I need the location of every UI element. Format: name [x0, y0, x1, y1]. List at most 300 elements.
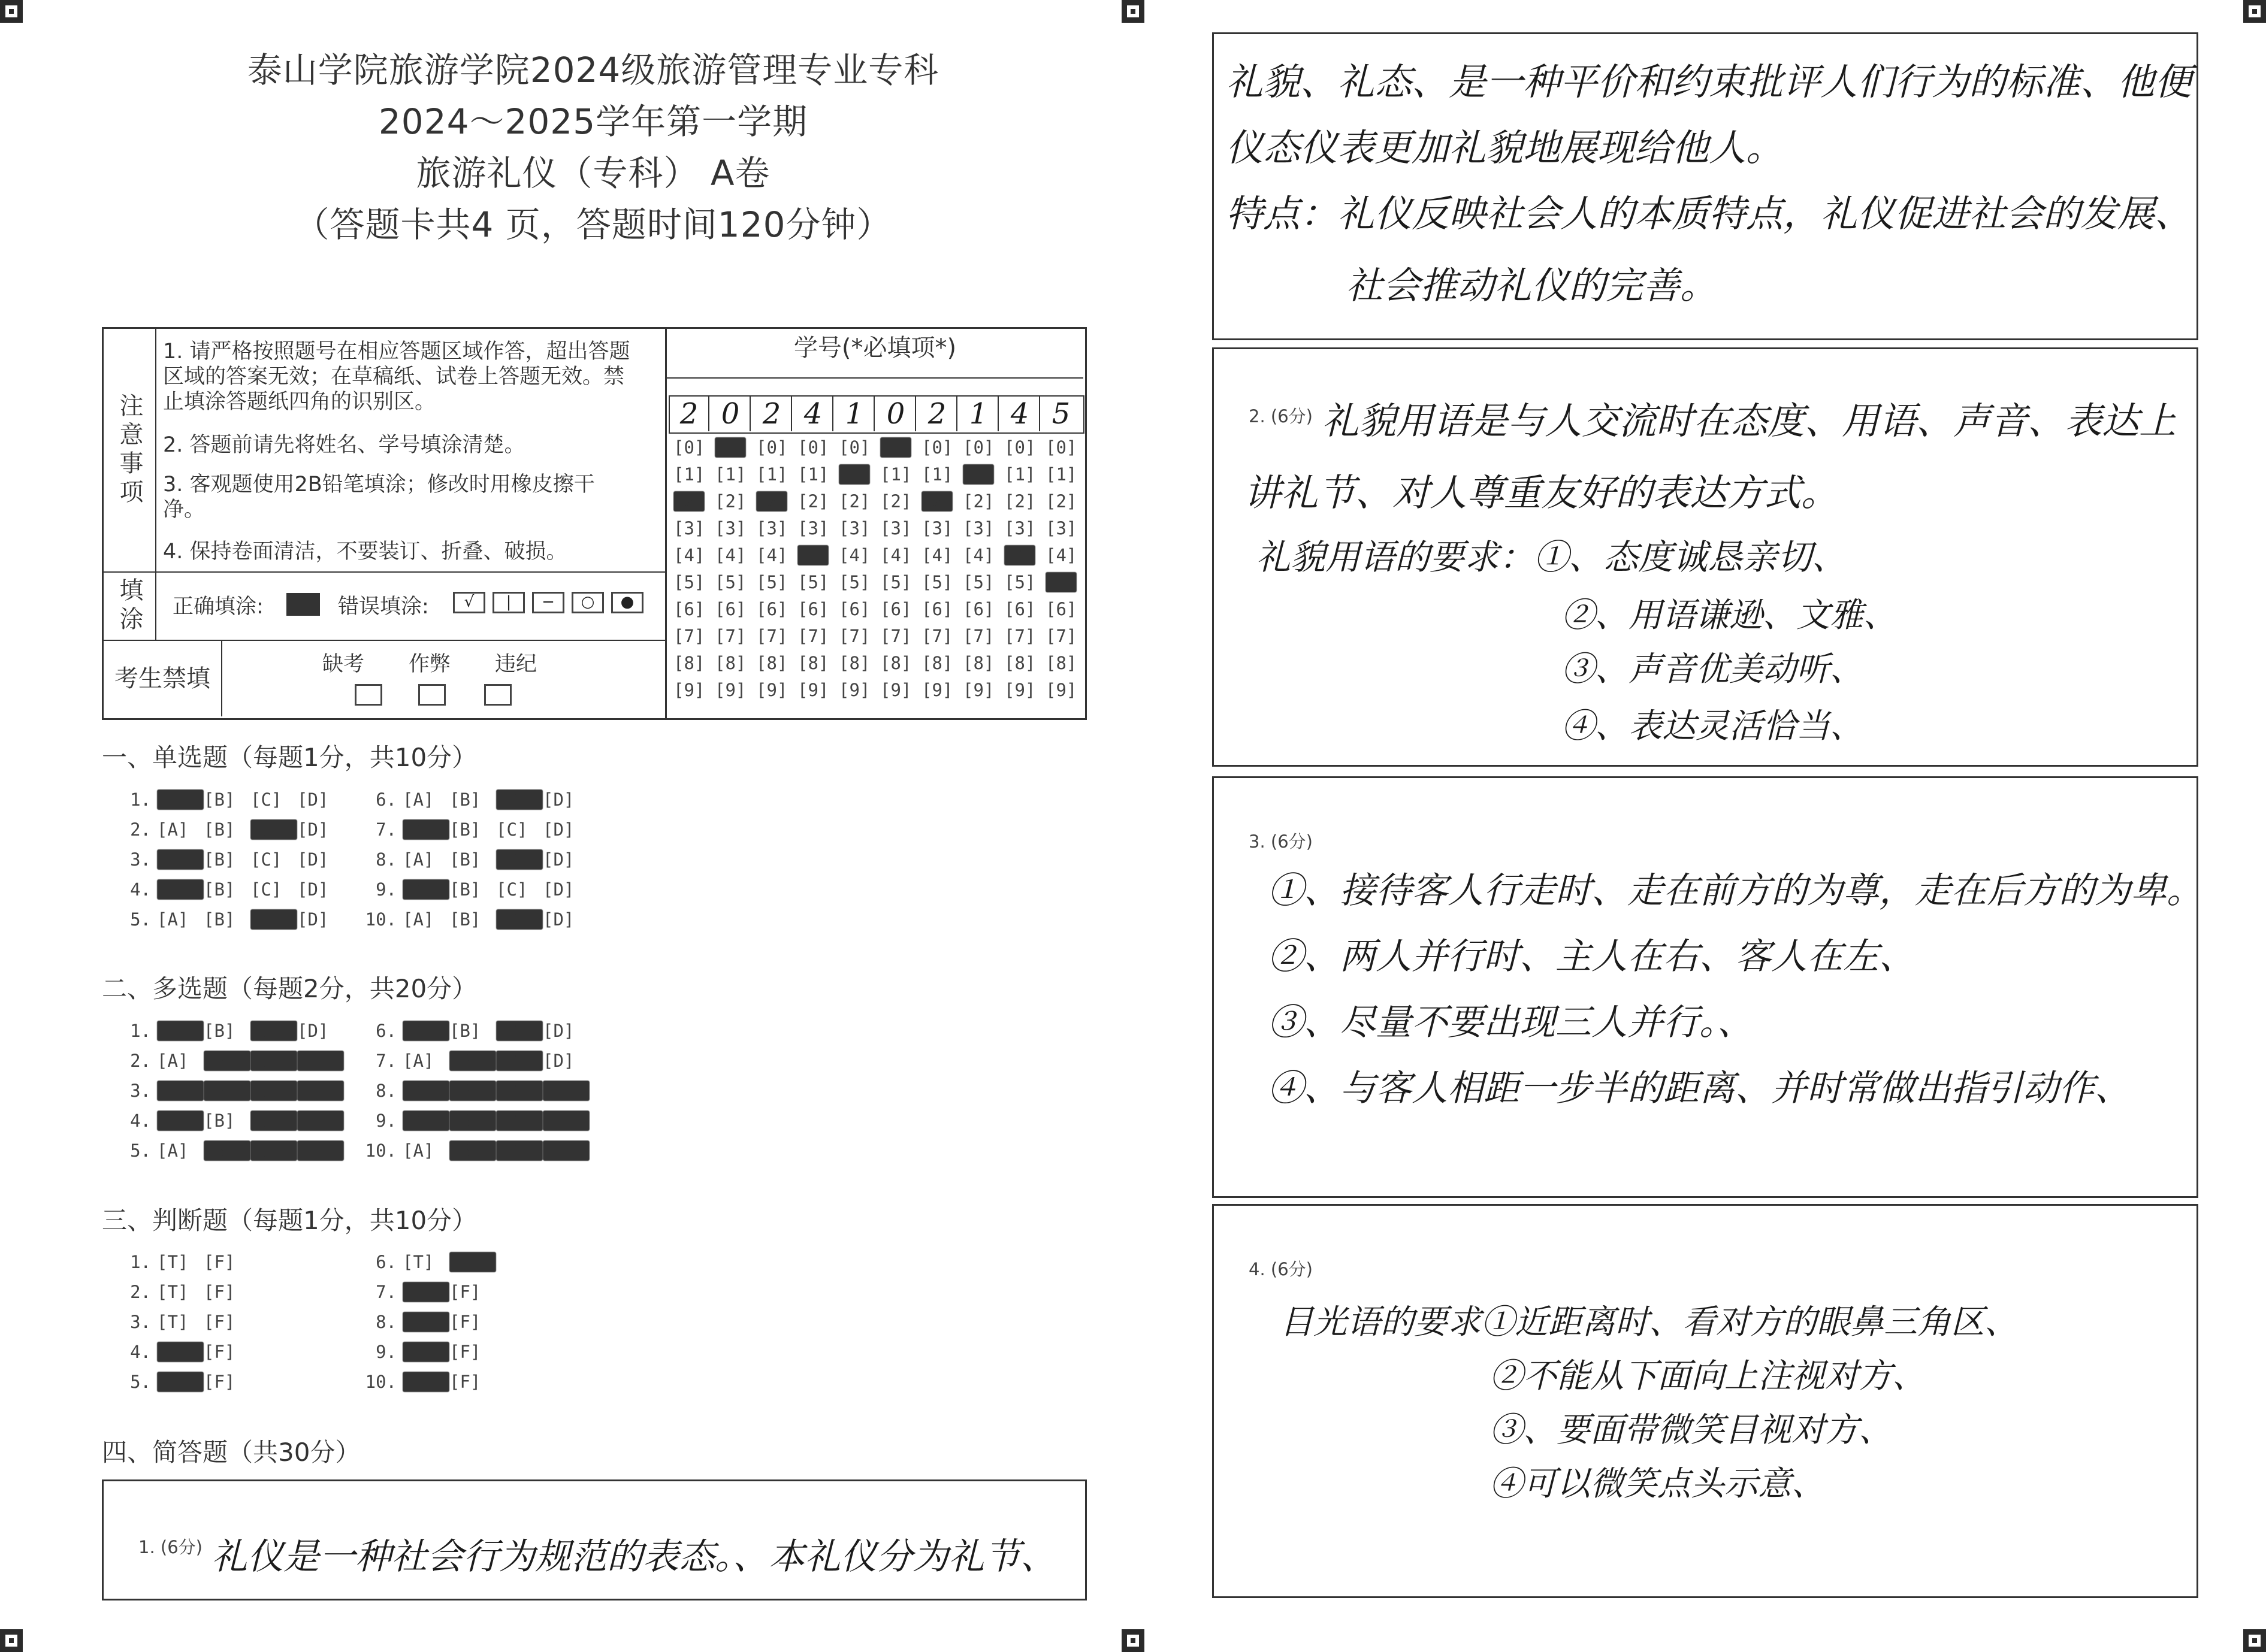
question-row[interactable]	[157, 909, 344, 930]
option-bubble[interactable]: [T]	[157, 1372, 204, 1392]
option-bubble[interactable]: [T]	[403, 1282, 449, 1302]
id-bubble[interactable]: [1]	[839, 464, 871, 485]
option-bubble[interactable]: [D]	[543, 1021, 575, 1041]
id-bubble[interactable]: [1]	[963, 464, 995, 485]
question-row[interactable]	[403, 1140, 590, 1161]
option-bubble[interactable]: [F]	[204, 1282, 235, 1302]
option-bubble[interactable]: [B]	[449, 849, 481, 870]
id-bubble[interactable]: [7]	[673, 626, 705, 646]
option-bubble[interactable]: [A]	[403, 909, 434, 930]
option-bubble[interactable]: [B]	[204, 879, 235, 900]
id-bubble[interactable]: [6]	[1046, 599, 1077, 619]
option-bubble[interactable]: [B]	[204, 849, 235, 870]
id-bubble[interactable]: [6]	[880, 599, 912, 619]
question-row[interactable]	[157, 1081, 344, 1101]
wrong-fill-label: 错误填涂:	[338, 595, 429, 619]
id-bubble[interactable]: [1]	[756, 464, 788, 485]
question-row[interactable]	[157, 1342, 250, 1362]
option-bubble[interactable]: [D]	[297, 789, 329, 810]
answer-box-q1[interactable]	[102, 1479, 1087, 1600]
question-row[interactable]	[403, 1372, 496, 1392]
option-bubble[interactable]: [C]	[250, 819, 297, 840]
option-bubble[interactable]: [A]	[157, 1051, 189, 1071]
id-bubble[interactable]: [2]	[756, 491, 788, 512]
wrong-fill-dot: ●	[611, 592, 643, 613]
corner-mark-top-right	[2243, 0, 2266, 23]
option-bubble[interactable]: [T]	[157, 1342, 204, 1362]
option-bubble[interactable]: [A]	[403, 1111, 449, 1131]
id-bubble[interactable]: [2]	[963, 491, 995, 512]
question-number: 2.	[130, 819, 151, 840]
option-bubble[interactable]: [A]	[157, 819, 189, 840]
id-bubble[interactable]: [9]	[756, 680, 788, 700]
option-bubble[interactable]: [B]	[449, 789, 481, 810]
id-bubble[interactable]: [9]	[921, 680, 953, 700]
id-bubble[interactable]: [1]	[673, 464, 705, 485]
question-row[interactable]	[157, 1252, 250, 1272]
question-number: 6.	[376, 789, 397, 810]
violation-checkbox[interactable]	[484, 684, 512, 706]
option-bubble[interactable]: [B]	[204, 1021, 235, 1041]
id-bubble[interactable]: [4]	[921, 545, 953, 565]
id-bubble[interactable]: [2]	[839, 491, 871, 512]
question-number: 7.	[376, 1051, 397, 1071]
id-bubble[interactable]: [5]	[921, 572, 953, 592]
student-id-title: 学号(*必填项*)	[793, 334, 957, 362]
question-row[interactable]	[403, 1312, 496, 1332]
id-bubble[interactable]: [3]	[797, 518, 829, 538]
q3-answer-line: ④、与客人相距一步半的距离、并时常做出指引动作、	[1268, 1067, 2131, 1109]
option-bubble[interactable]: [C]	[250, 1051, 297, 1071]
question-row[interactable]	[403, 1021, 590, 1041]
option-bubble[interactable]: [B]	[449, 819, 481, 840]
notice-item-2: 2. 答题前请先将姓名、学号填涂清楚。	[163, 433, 525, 457]
option-bubble[interactable]: [D]	[543, 789, 575, 810]
id-bubble[interactable]: [8]	[963, 653, 995, 673]
option-bubble[interactable]: [F]	[204, 1342, 235, 1362]
student-id-digit: 0	[711, 397, 751, 431]
option-bubble[interactable]: [A]	[157, 1111, 204, 1131]
option-bubble[interactable]: [F]	[204, 1252, 235, 1272]
id-bubble[interactable]: [2]	[1004, 491, 1036, 512]
question-row[interactable]	[403, 1282, 496, 1302]
id-bubble[interactable]: [9]	[673, 680, 705, 700]
correct-fill-label: 正确填涂:	[173, 595, 264, 619]
question-number: 10.	[365, 1372, 397, 1392]
option-bubble[interactable]: [A]	[403, 1081, 449, 1101]
option-bubble[interactable]: [D]	[543, 1111, 590, 1131]
id-bubble[interactable]: [3]	[921, 518, 953, 538]
cheat-label: 作弊	[409, 652, 451, 676]
option-bubble[interactable]: [T]	[403, 1342, 449, 1362]
id-bubble[interactable]: [1]	[1004, 464, 1036, 485]
question-row[interactable]	[403, 1051, 590, 1071]
question-number: 5.	[130, 909, 151, 930]
question-row[interactable]	[403, 819, 590, 840]
id-bubble[interactable]: [5]	[1046, 572, 1077, 592]
question-number: 3.	[130, 1081, 151, 1101]
id-bubble[interactable]: [0]	[839, 437, 871, 458]
option-bubble[interactable]: [C]	[250, 1111, 297, 1131]
option-bubble[interactable]: [A]	[157, 1021, 204, 1041]
option-bubble[interactable]: [D]	[297, 819, 329, 840]
id-bubble[interactable]: [0]	[797, 437, 829, 458]
option-bubble[interactable]: [A]	[157, 849, 204, 870]
question-number: 3.	[130, 849, 151, 870]
answer-box-q2[interactable]	[1212, 347, 2198, 767]
id-bubble[interactable]: [0]	[715, 437, 747, 458]
notice-item-4: 4. 保持卷面清洁，不要装订、折叠、破损。	[163, 540, 567, 564]
id-bubble[interactable]: [5]	[673, 572, 705, 592]
id-bubble[interactable]: [5]	[880, 572, 912, 592]
answer-box-q3[interactable]	[1212, 776, 2202, 1198]
question-row[interactable]	[157, 1051, 344, 1071]
option-bubble[interactable]: [B]	[204, 1051, 250, 1071]
id-bubble[interactable]: [2]	[1046, 491, 1077, 512]
id-bubble[interactable]: [0]	[756, 437, 788, 458]
id-bubble[interactable]: [4]	[839, 545, 871, 565]
question-number: 1.	[130, 789, 151, 810]
question-number: 4.	[130, 879, 151, 900]
option-bubble[interactable]: [C]	[496, 849, 543, 870]
id-bubble[interactable]: [5]	[756, 572, 788, 592]
option-bubble[interactable]: [C]	[250, 1140, 297, 1161]
option-bubble[interactable]: [B]	[204, 1081, 250, 1101]
option-bubble[interactable]: [F]	[449, 1372, 481, 1392]
id-bubble[interactable]: [5]	[839, 572, 871, 592]
student-id-bubble-grid[interactable]	[673, 437, 1081, 707]
id-bubble[interactable]: [8]	[715, 653, 747, 673]
id-bubble[interactable]: [9]	[1004, 680, 1036, 700]
option-bubble[interactable]: [B]	[449, 879, 481, 900]
question-number: 1.	[130, 1021, 151, 1041]
id-bubble[interactable]: [2]	[715, 491, 747, 512]
question-row[interactable]	[403, 1111, 590, 1131]
option-bubble[interactable]: [D]	[297, 1081, 344, 1101]
section-heading-single-choice: 一、单选题（每题1分，共10分）	[102, 743, 478, 772]
student-id-digit: 5	[1052, 397, 1071, 431]
option-bubble[interactable]: [D]	[543, 909, 575, 930]
id-bubble[interactable]: [1]	[1046, 464, 1077, 485]
id-bubble[interactable]: [8]	[880, 653, 912, 673]
option-bubble[interactable]: [B]	[449, 1140, 496, 1161]
question-number: 2.	[130, 1282, 151, 1302]
id-bubble[interactable]: [5]	[1004, 572, 1036, 592]
question-number: 9.	[376, 1342, 397, 1362]
id-bubble[interactable]: [6]	[673, 599, 705, 619]
option-bubble[interactable]: [T]	[403, 1252, 434, 1272]
id-bubble[interactable]: [6]	[921, 599, 953, 619]
q4-answer-line: ③、要面带微笑目视对方、	[1489, 1411, 1892, 1450]
id-bubble[interactable]: [0]	[880, 437, 912, 458]
id-bubble[interactable]: [7]	[1004, 626, 1036, 646]
q2-answer-line: ④、表达灵活恰当、	[1561, 707, 1863, 746]
id-bubble[interactable]: [4]	[880, 545, 912, 565]
cheat-checkbox[interactable]	[418, 684, 446, 706]
id-bubble[interactable]: [9]	[797, 680, 829, 700]
question-row[interactable]	[403, 1342, 496, 1362]
id-bubble[interactable]: [7]	[839, 626, 871, 646]
option-bubble[interactable]: [C]	[496, 1021, 543, 1041]
id-bubble[interactable]: [3]	[839, 518, 871, 538]
id-bubble[interactable]: [4]	[797, 545, 829, 565]
id-bubble[interactable]: [9]	[880, 680, 912, 700]
answer-box-q4[interactable]	[1212, 1204, 2198, 1598]
corner-mark-bottom-right	[2243, 1629, 2266, 1652]
id-bubble[interactable]: [3]	[756, 518, 788, 538]
id-bubble[interactable]: [8]	[1004, 653, 1036, 673]
option-bubble[interactable]: [D]	[297, 1021, 329, 1041]
id-bubble[interactable]: [3]	[1004, 518, 1036, 538]
q3-answer-line: ③、尽量不要出现三人并行。、	[1268, 1002, 1753, 1043]
option-bubble[interactable]: [B]	[449, 1051, 496, 1071]
option-bubble[interactable]: [B]	[449, 1021, 481, 1041]
q2-answer-line: 礼貌用语的要求：①、态度诚恳亲切、	[1256, 537, 1847, 577]
option-bubble[interactable]: [A]	[403, 1140, 434, 1161]
option-bubble[interactable]: [D]	[543, 1051, 575, 1071]
option-bubble[interactable]: [A]	[157, 789, 204, 810]
option-bubble[interactable]: [C]	[496, 1051, 543, 1071]
question-number: 7.	[376, 819, 397, 840]
absent-checkbox[interactable]	[355, 684, 382, 706]
id-bubble[interactable]: [7]	[880, 626, 912, 646]
id-bubble[interactable]: [7]	[756, 626, 788, 646]
notice-item-3: 3. 客观题使用2B铅笔填涂；修改时用橡皮擦干净。	[163, 473, 595, 522]
id-bubble[interactable]: [9]	[839, 680, 871, 700]
header-line-3: 旅游礼仪（专科） A卷	[416, 153, 771, 193]
option-bubble[interactable]: [D]	[297, 1140, 344, 1161]
option-bubble[interactable]: [A]	[157, 879, 204, 900]
q3-answer-line: ①、接待客人行走时、走在前方的为尊，走在后方的为卑。	[1268, 870, 2202, 912]
option-bubble[interactable]: [A]	[403, 789, 434, 810]
id-bubble[interactable]: [2]	[880, 491, 912, 512]
id-bubble[interactable]: [7]	[921, 626, 953, 646]
id-bubble[interactable]: [1]	[715, 464, 747, 485]
id-bubble[interactable]: [4]	[756, 545, 788, 565]
id-bubble[interactable]: [7]	[963, 626, 995, 646]
q1-answer-line: 社会推动礼仪的完善。	[1346, 264, 1718, 307]
option-bubble[interactable]: [A]	[403, 849, 434, 870]
id-bubble[interactable]: [9]	[963, 680, 995, 700]
student-id-digit: 0	[877, 397, 916, 431]
option-bubble[interactable]: [C]	[496, 1111, 543, 1131]
option-bubble[interactable]: [C]	[496, 1081, 543, 1101]
option-bubble[interactable]: [C]	[250, 909, 297, 930]
question-number: 8.	[376, 1081, 397, 1101]
option-bubble[interactable]: [B]	[449, 909, 481, 930]
id-bubble[interactable]: [4]	[963, 545, 995, 565]
option-bubble[interactable]: [A]	[403, 879, 449, 900]
id-bubble[interactable]: [3]	[715, 518, 747, 538]
student-id-digit: 1	[835, 397, 875, 431]
option-bubble[interactable]: [C]	[496, 1140, 543, 1161]
question-row[interactable]	[157, 1021, 344, 1041]
question-row[interactable]	[157, 819, 344, 840]
option-bubble[interactable]: [D]	[297, 1111, 344, 1131]
option-bubble[interactable]: [F]	[204, 1372, 235, 1392]
question-row[interactable]	[403, 1252, 496, 1272]
question-row[interactable]	[403, 849, 590, 870]
question-row[interactable]	[157, 849, 344, 870]
q3-label: 3. (6分)	[1249, 831, 1313, 852]
question-row[interactable]	[157, 1111, 344, 1131]
option-bubble[interactable]: [B]	[204, 1111, 235, 1131]
option-bubble[interactable]: [D]	[297, 1051, 344, 1071]
option-bubble[interactable]: [C]	[250, 849, 282, 870]
option-bubble[interactable]: [D]	[297, 849, 329, 870]
question-row[interactable]	[157, 1282, 250, 1302]
option-bubble[interactable]: [D]	[543, 819, 575, 840]
id-bubble[interactable]: [3]	[1046, 518, 1077, 538]
option-bubble[interactable]: [F]	[449, 1312, 481, 1332]
option-bubble[interactable]: [T]	[157, 1312, 189, 1332]
option-bubble[interactable]: [D]	[297, 879, 329, 900]
id-bubble[interactable]: [0]	[673, 437, 705, 458]
question-row[interactable]	[403, 789, 590, 810]
id-bubble[interactable]: [5]	[715, 572, 747, 592]
option-bubble[interactable]: [C]	[496, 879, 528, 900]
wrong-fill-samples	[453, 592, 643, 613]
id-bubble[interactable]: [6]	[963, 599, 995, 619]
id-bubble[interactable]: [2]	[673, 491, 705, 512]
id-bubble[interactable]: [1]	[880, 464, 912, 485]
answer-box-q1-continued[interactable]	[1212, 32, 2198, 340]
question-row[interactable]	[403, 879, 590, 900]
q2-label: 2. (6分)	[1249, 406, 1313, 426]
divider	[665, 327, 667, 718]
id-bubble[interactable]: [0]	[963, 437, 995, 458]
student-id-digit: 1	[959, 397, 999, 431]
header-line-1: 泰山学院旅游学院2024级旅游管理专业专科	[247, 50, 939, 90]
question-row[interactable]	[157, 1372, 250, 1392]
id-bubble[interactable]: [7]	[715, 626, 747, 646]
option-bubble[interactable]: [C]	[496, 909, 543, 930]
section-heading-multi-choice: 二、多选题（每题2分，共20分）	[102, 974, 478, 1003]
option-bubble[interactable]: [A]	[157, 1140, 189, 1161]
option-bubble[interactable]: [F]	[449, 1282, 481, 1302]
id-bubble[interactable]: [7]	[797, 626, 829, 646]
question-row[interactable]	[403, 1081, 590, 1101]
option-bubble[interactable]: [C]	[496, 819, 528, 840]
question-row[interactable]	[157, 789, 344, 810]
option-bubble[interactable]: [D]	[543, 849, 575, 870]
option-bubble[interactable]: [C]	[250, 1081, 297, 1101]
id-bubble[interactable]: [4]	[1046, 545, 1077, 565]
divider	[667, 377, 1083, 379]
option-bubble[interactable]: [A]	[403, 1021, 449, 1041]
id-bubble[interactable]: [3]	[963, 518, 995, 538]
q4-answer-line: ④可以微笑点头示意、	[1489, 1465, 1825, 1503]
wrong-fill-check: √	[453, 592, 485, 613]
option-bubble[interactable]: [C]	[250, 879, 282, 900]
id-bubble[interactable]: [1]	[921, 464, 953, 485]
id-bubble[interactable]: [8]	[921, 653, 953, 673]
id-bubble[interactable]: [4]	[715, 545, 747, 565]
option-bubble[interactable]: [A]	[403, 819, 449, 840]
student-id-digit: 2	[918, 397, 957, 431]
q2-answer-line: ②、用语谦逊、文雅、	[1561, 596, 1897, 635]
id-bubble[interactable]: [0]	[921, 437, 953, 458]
option-bubble[interactable]: [F]	[204, 1312, 235, 1332]
option-bubble[interactable]: [C]	[250, 1021, 297, 1041]
question-number: 7.	[376, 1282, 397, 1302]
id-bubble[interactable]: [5]	[963, 572, 995, 592]
header-line-2: 2024～2025学年第一学期	[378, 101, 808, 142]
question-row[interactable]	[157, 879, 344, 900]
option-bubble[interactable]: [B]	[204, 909, 235, 930]
divider	[104, 571, 665, 573]
question-number: 8.	[376, 1312, 397, 1332]
id-bubble[interactable]: [0]	[1004, 437, 1036, 458]
option-bubble[interactable]: [T]	[403, 1372, 449, 1392]
id-bubble[interactable]: [8]	[839, 653, 871, 673]
question-number: 1.	[130, 1252, 151, 1272]
option-bubble[interactable]: [D]	[543, 1140, 590, 1161]
student-id-digits	[669, 395, 1084, 434]
option-bubble[interactable]: [D]	[543, 1081, 590, 1101]
question-number: 2.	[130, 1051, 151, 1071]
id-bubble[interactable]: [1]	[797, 464, 829, 485]
option-bubble[interactable]: [C]	[250, 789, 282, 810]
id-bubble[interactable]: [2]	[921, 491, 953, 512]
question-row[interactable]	[157, 1140, 344, 1161]
question-row[interactable]	[157, 1312, 250, 1332]
option-bubble[interactable]: [C]	[496, 789, 543, 810]
option-bubble[interactable]: [A]	[157, 1081, 204, 1101]
option-bubble[interactable]: [B]	[204, 819, 235, 840]
question-number: 6.	[376, 1021, 397, 1041]
option-bubble[interactable]: [B]	[204, 1140, 250, 1161]
id-bubble[interactable]: [9]	[715, 680, 747, 700]
id-bubble[interactable]: [2]	[797, 491, 829, 512]
id-bubble[interactable]: [8]	[1046, 653, 1077, 673]
option-bubble[interactable]: [B]	[449, 1111, 496, 1131]
id-bubble[interactable]: [4]	[673, 545, 705, 565]
id-bubble[interactable]: [5]	[797, 572, 829, 592]
id-bubble[interactable]: [8]	[673, 653, 705, 673]
option-bubble[interactable]: [D]	[543, 879, 575, 900]
id-bubble[interactable]: [7]	[1046, 626, 1077, 646]
id-bubble[interactable]: [6]	[756, 599, 788, 619]
id-bubble[interactable]: [8]	[756, 653, 788, 673]
option-bubble[interactable]: [B]	[449, 1081, 496, 1101]
id-bubble[interactable]: [8]	[797, 653, 829, 673]
option-bubble[interactable]: [T]	[403, 1312, 449, 1332]
section-heading-true-false: 三、判断题（每题1分，共10分）	[102, 1206, 478, 1235]
option-bubble[interactable]: [T]	[157, 1252, 189, 1272]
question-number: 6.	[376, 1252, 397, 1272]
option-bubble[interactable]: [A]	[157, 909, 189, 930]
question-row[interactable]	[403, 909, 590, 930]
id-bubble[interactable]: [9]	[1046, 680, 1077, 700]
option-bubble[interactable]: [T]	[157, 1282, 189, 1302]
id-bubble[interactable]: [6]	[839, 599, 871, 619]
q1-label: 1. (6分)	[138, 1537, 203, 1557]
option-bubble[interactable]: [A]	[403, 1051, 434, 1071]
id-bubble[interactable]: [6]	[715, 599, 747, 619]
option-bubble[interactable]: [F]	[449, 1252, 496, 1272]
option-bubble[interactable]: [D]	[297, 909, 329, 930]
id-bubble[interactable]: [6]	[1004, 599, 1036, 619]
id-bubble[interactable]: [6]	[797, 599, 829, 619]
option-bubble[interactable]: [B]	[204, 789, 235, 810]
id-bubble[interactable]: [4]	[1004, 545, 1036, 565]
id-bubble[interactable]: [3]	[673, 518, 705, 538]
id-bubble[interactable]: [3]	[880, 518, 912, 538]
id-bubble[interactable]: [0]	[1046, 437, 1077, 458]
student-id-digit: 4	[794, 397, 833, 431]
option-bubble[interactable]: [F]	[449, 1342, 481, 1362]
